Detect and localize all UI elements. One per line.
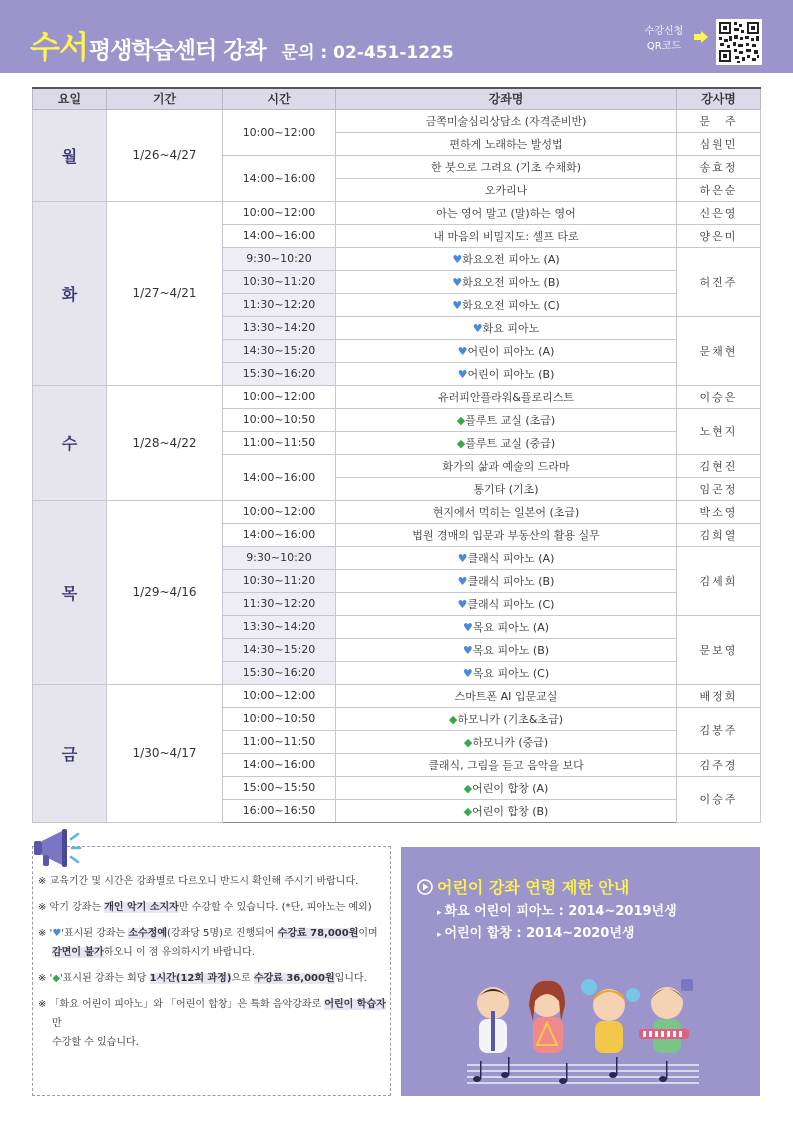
course-name: 하모니카 (기초&초급)	[457, 712, 564, 726]
notice-item	[38, 995, 388, 1052]
time-cell: 10:00~10:50	[223, 408, 336, 431]
header-time: 시간	[223, 88, 336, 109]
course-cell: 편하게 노래하는 발성법	[336, 132, 677, 155]
course-name: 화요오전 피아노 (A)	[462, 252, 560, 266]
time-cell: 13:30~14:20	[223, 316, 336, 339]
children-music-illustration-icon	[463, 965, 703, 1089]
instructor-cell: 김희열	[677, 523, 761, 546]
period-cell: 1/29~4/16	[107, 500, 223, 684]
header-banner	[0, 0, 793, 73]
course-name: 플루트 교실 (초급)	[465, 413, 556, 427]
time-cell: 14:30~15:20	[223, 638, 336, 661]
notice-text: ※ 악기 강좌는	[38, 902, 105, 913]
day-cell: 화	[33, 201, 107, 385]
notice-text: 하오니 이 점 유의하시기 바랍니다.	[103, 947, 255, 958]
time-cell: 14:30~15:20	[223, 339, 336, 362]
time-cell: 14:00~16:00	[223, 753, 336, 776]
course-cell: 스마트폰 AI 입문교실	[336, 684, 677, 707]
course-name: 화요오전 피아노 (C)	[462, 298, 560, 312]
course-cell	[336, 339, 677, 362]
course-cell	[336, 799, 677, 822]
kids-age-info-box	[401, 847, 760, 1096]
instructor-cell: 신은영	[677, 201, 761, 224]
period-cell: 1/27~4/21	[107, 201, 223, 385]
notice-text: '표시된 강좌는	[61, 928, 129, 939]
heart-icon: ♥	[472, 321, 483, 335]
kids-age-line	[437, 900, 677, 919]
instructor-cell: 이승주	[677, 776, 761, 822]
time-cell: 15:30~16:20	[223, 661, 336, 684]
instructor-cell: 문 주	[677, 109, 761, 132]
time-cell: 10:00~12:00	[223, 684, 336, 707]
course-name: 목요 피아노 (B)	[472, 643, 550, 657]
course-name: 어린이 합창 (A)	[472, 781, 549, 795]
notice-text: 으로	[231, 973, 254, 984]
course-cell	[336, 592, 677, 615]
instructor-cell: 김세희	[677, 546, 761, 615]
notice-highlight: 감면이 불가	[52, 947, 104, 958]
time-cell: 10:00~10:50	[223, 707, 336, 730]
notice-text: ※ '	[38, 973, 53, 984]
heart-icon: ♥	[452, 298, 463, 312]
notice-text: '표시된 강좌는 회당	[60, 973, 150, 984]
heart-icon: ♥	[52, 928, 62, 939]
time-cell: 11:30~12:20	[223, 293, 336, 316]
period-cell: 1/26~4/27	[107, 109, 223, 201]
notice-text: 수강할 수 있습니다.	[52, 1037, 139, 1048]
header-day: 요일	[33, 88, 107, 109]
page-title	[30, 22, 454, 67]
heart-icon: ♥	[452, 275, 463, 289]
course-cell: 한 붓으로 그려요 (기초 수채화)	[336, 155, 677, 178]
course-cell	[336, 431, 677, 454]
heart-icon: ♥	[457, 597, 468, 611]
heart-icon: ♥	[457, 367, 468, 381]
notice-highlight: 수강료 36,000원	[253, 973, 335, 984]
course-name: 어린이 피아노 (B)	[467, 367, 555, 381]
kids-info-title	[417, 875, 629, 898]
course-name: 클래식 피아노 (A)	[467, 551, 555, 565]
course-cell	[336, 776, 677, 799]
notice-highlight: 1시간(12회 과정)	[149, 973, 232, 984]
course-name: 클래식 피아노 (C)	[467, 597, 555, 611]
instructor-cell: 김현진	[677, 454, 761, 477]
day-cell: 수	[33, 385, 107, 500]
diamond-icon: ◆	[448, 712, 458, 726]
instructor-cell: 이승은	[677, 385, 761, 408]
course-cell	[336, 546, 677, 569]
diamond-icon: ◆	[456, 413, 466, 427]
diamond-icon: ◆	[463, 735, 473, 749]
time-cell: 14:00~16:00	[223, 523, 336, 546]
title-accent: 수서	[30, 30, 88, 66]
course-cell	[336, 408, 677, 431]
notice-text: ※ 「화요 어린이 피아노」와 「어린이 합창」은 특화 음악강좌로	[38, 999, 325, 1010]
header-course: 강좌명	[336, 88, 677, 109]
notice-text: 만 수강할 수 있습니다. (*단, 피아노는 예외)	[178, 902, 372, 913]
day-cell: 금	[33, 684, 107, 822]
course-cell: 유러피안플라워&플로리스트	[336, 385, 677, 408]
course-name: 화요 피아노	[482, 321, 540, 335]
arrow-right-icon	[694, 31, 708, 43]
course-name: 하모니카 (중급)	[472, 735, 549, 749]
course-cell	[336, 362, 677, 385]
diamond-icon: ◆	[463, 804, 473, 818]
course-name: 어린이 피아노 (A)	[467, 344, 555, 358]
instructor-cell: 김주경	[677, 753, 761, 776]
course-name: 목요 피아노 (A)	[472, 620, 550, 634]
instructor-cell: 노현지	[677, 408, 761, 454]
notice-text: (강좌당 5명)로 진행되어	[167, 928, 278, 939]
notice-text: 이며	[358, 928, 378, 939]
notice-item: ※ 교육기간 및 시간은 강좌별로 다르오니 반드시 확인해 주시기 바랍니다.	[38, 876, 359, 887]
triangle-right-icon: ▸	[437, 930, 442, 940]
notice-list	[38, 872, 388, 1059]
kids-age-text: 어린이 합창 : 2014~2020년생	[444, 926, 635, 941]
course-name: 플루트 교실 (중급)	[465, 436, 556, 450]
notice-highlight: 어린이 학습자	[324, 999, 386, 1010]
instructor-cell: 허진주	[677, 247, 761, 316]
table-row	[33, 500, 761, 523]
instructor-cell: 문채현	[677, 316, 761, 385]
qr-label	[636, 24, 692, 54]
course-cell: 아는 영어 말고 (말)하는 영어	[336, 201, 677, 224]
notice-text: 입니다.	[334, 973, 367, 984]
heart-icon: ♥	[452, 252, 463, 266]
diamond-icon: ◆	[456, 436, 466, 450]
kids-age-text: 화요 어린이 피아노 : 2014~2019년생	[444, 904, 677, 919]
instructor-cell: 송효정	[677, 155, 761, 178]
header-period: 기간	[107, 88, 223, 109]
course-cell	[336, 638, 677, 661]
course-cell	[336, 661, 677, 684]
heart-icon: ♥	[462, 666, 473, 680]
title-main: 평생학습센터 강좌	[88, 38, 266, 64]
qr-label-line2: QR코드	[646, 41, 682, 52]
time-cell: 14:00~16:00	[223, 155, 336, 201]
time-cell: 11:00~11:50	[223, 730, 336, 753]
time-cell: 10:30~11:20	[223, 569, 336, 592]
time-cell: 14:00~16:00	[223, 224, 336, 247]
time-cell: 9:30~10:20	[223, 546, 336, 569]
course-cell	[336, 730, 677, 753]
course-cell: 법원 경매의 입문과 부동산의 활용 실무	[336, 523, 677, 546]
course-cell	[336, 569, 677, 592]
course-cell	[336, 615, 677, 638]
course-name: 어린이 합창 (B)	[472, 804, 549, 818]
instructor-cell: 임곤정	[677, 477, 761, 500]
instructor-cell: 배정희	[677, 684, 761, 707]
table-row	[33, 385, 761, 408]
heart-icon: ♥	[457, 551, 468, 565]
period-cell: 1/30~4/17	[107, 684, 223, 822]
course-cell	[336, 707, 677, 730]
time-cell: 14:00~16:00	[223, 454, 336, 500]
course-cell: 화가의 삶과 예술의 드라마	[336, 454, 677, 477]
notice-highlight: 개인 악기 소지자	[104, 902, 179, 913]
course-cell	[336, 316, 677, 339]
time-cell: 10:00~12:00	[223, 201, 336, 224]
time-cell: 10:00~12:00	[223, 385, 336, 408]
day-cell: 월	[33, 109, 107, 201]
table-row	[33, 109, 761, 132]
play-circle-icon	[417, 879, 433, 895]
course-cell	[336, 270, 677, 293]
heart-icon: ♥	[462, 643, 473, 657]
table-row	[33, 684, 761, 707]
instructor-cell: 하은순	[677, 178, 761, 201]
triangle-right-icon: ▸	[437, 908, 442, 918]
notice-highlight: 소수정예	[128, 928, 167, 939]
course-cell: 금쪽미술심리상담소 (자격준비반)	[336, 109, 677, 132]
time-cell: 10:30~11:20	[223, 270, 336, 293]
time-cell: 10:00~12:00	[223, 500, 336, 523]
header-instructor: 강사명	[677, 88, 761, 109]
notice-item	[38, 969, 388, 988]
time-cell: 11:30~12:20	[223, 592, 336, 615]
table-header-row	[33, 88, 761, 109]
table-row	[33, 201, 761, 224]
diamond-icon: ◆	[463, 781, 473, 795]
heart-icon: ♥	[457, 344, 468, 358]
notice-text: 만	[52, 1018, 62, 1029]
megaphone-icon	[32, 828, 90, 868]
course-name: 목요 피아노 (C)	[472, 666, 550, 680]
course-cell	[336, 293, 677, 316]
notice-highlight: 수강료 78,000원	[277, 928, 359, 939]
instructor-cell: 박소영	[677, 500, 761, 523]
course-cell: 통기타 (기초)	[336, 477, 677, 500]
instructor-cell: 김봉주	[677, 707, 761, 753]
time-cell: 11:00~11:50	[223, 431, 336, 454]
time-cell: 15:30~16:20	[223, 362, 336, 385]
course-name: 화요오전 피아노 (B)	[462, 275, 560, 289]
course-cell: 내 마음의 비밀지도: 셀프 타로	[336, 224, 677, 247]
instructor-cell: 양은미	[677, 224, 761, 247]
course-cell: 오카리나	[336, 178, 677, 201]
course-cell: 현지에서 먹히는 일본어 (초급)	[336, 500, 677, 523]
day-cell: 목	[33, 500, 107, 684]
course-name: 클래식 피아노 (B)	[467, 574, 555, 588]
notice-item	[38, 898, 388, 917]
time-cell: 13:30~14:20	[223, 615, 336, 638]
time-cell: 10:00~12:00	[223, 109, 336, 155]
contact-phone: 문의 : 02-451-1225	[281, 43, 454, 63]
kids-info-title-text: 어린이 강좌 연령 제한 안내	[437, 878, 630, 897]
instructor-cell: 심원민	[677, 132, 761, 155]
notice-item	[38, 924, 388, 962]
time-cell: 16:00~16:50	[223, 799, 336, 822]
notice-text: ※ '	[38, 928, 53, 939]
schedule-table	[32, 87, 761, 823]
diamond-icon: ◆	[52, 973, 61, 984]
course-cell: 클래식, 그림을 듣고 음악을 보다	[336, 753, 677, 776]
instructor-cell: 문보영	[677, 615, 761, 684]
qr-code-icon[interactable]	[716, 19, 762, 65]
heart-icon: ♥	[457, 574, 468, 588]
time-cell: 15:00~15:50	[223, 776, 336, 799]
heart-icon: ♥	[462, 620, 473, 634]
qr-label-line1: 수강신청	[644, 26, 684, 37]
period-cell: 1/28~4/22	[107, 385, 223, 500]
time-cell: 9:30~10:20	[223, 247, 336, 270]
kids-age-line	[437, 922, 634, 941]
course-cell	[336, 247, 677, 270]
